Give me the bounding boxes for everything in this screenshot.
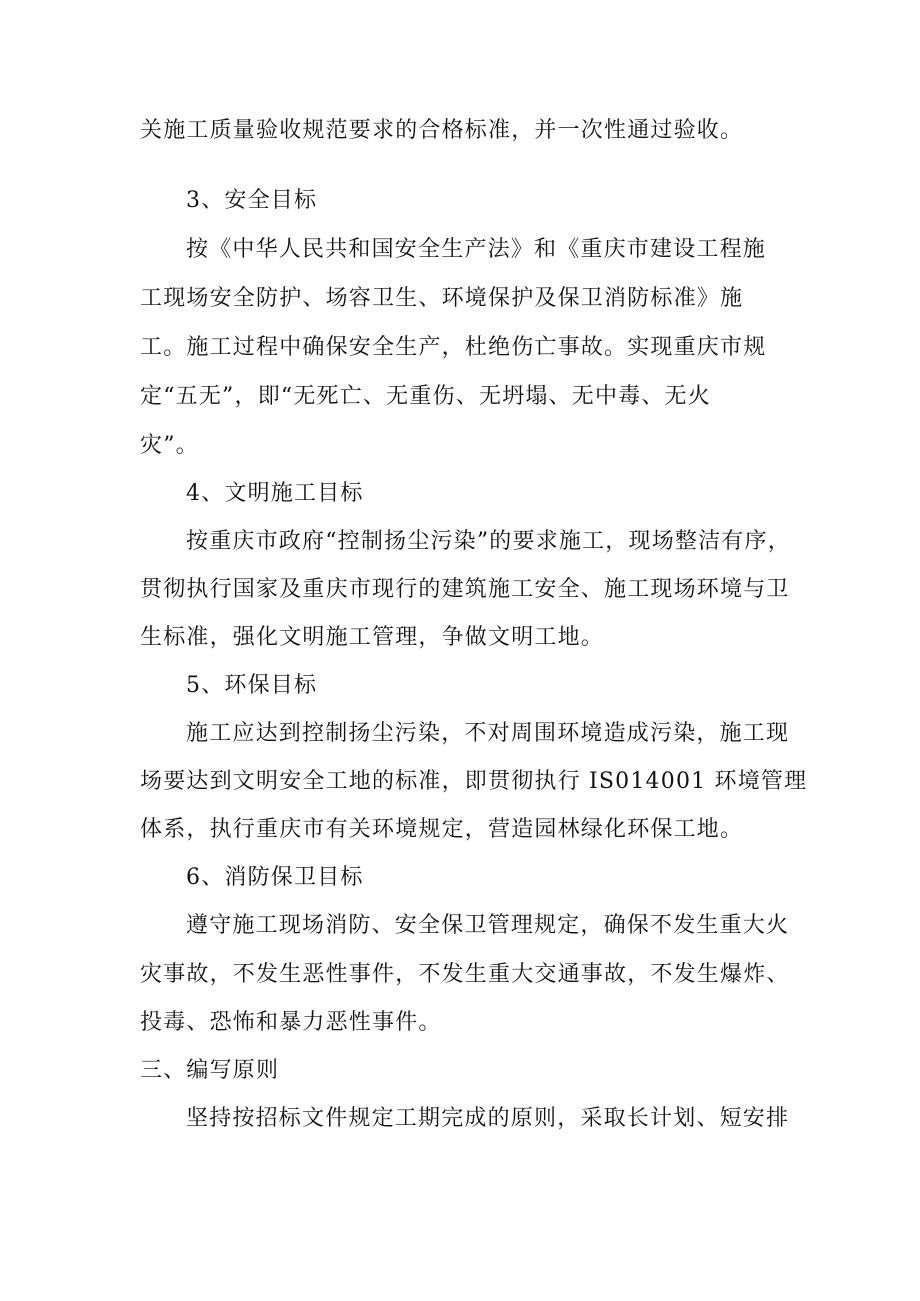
paragraph-line: 场要达到文明安全工地的标准，即贯彻执行 IS014001 环境管理 [140,769,808,794]
chapter-heading-principles: 三、编写原则 [140,1058,280,1083]
paragraph-line: 贯彻执行国家及重庆市现行的建筑施工安全、施工现场环境与卫 [140,577,790,602]
paragraph-line: 坚持按招标文件规定工期完成的原则，采取长计划、短安排 [186,1106,790,1131]
section-heading-safety: 3、安全目标 [186,188,318,213]
section-heading-fire-security: 6、消防保卫目标 [186,865,364,890]
paragraph-line: 投毒、恐怖和暴力恶性事件。 [140,1010,442,1035]
paragraph-line: 按重庆市政府“控制扬尘污染”的要求施工，现场整洁有序， [186,529,791,554]
section-heading-civilized: 4、文明施工目标 [186,481,364,506]
paragraph-line: 灾”。 [140,433,199,458]
paragraph-line: 工现场安全防护、场容卫生、环境保护及保卫消防标准》施 [140,286,744,311]
paragraph-line: 工。施工过程中确保安全生产，杜绝伤亡事故。实现重庆市规 [140,335,767,360]
paragraph-line: 定“五无”，即“无死亡、无重伤、无坍塌、无中毒、无火 [140,384,711,409]
paragraph-line: 生标准，强化文明施工管理，争做文明工地。 [140,625,605,650]
paragraph-line: 关施工质量验收规范要求的合格标准，并一次性通过验收。 [140,118,744,143]
paragraph-line: 施工应达到控制扬尘污染，不对周围环境造成污染，施工现 [186,721,790,746]
paragraph-line: 灾事故，不发生恶性事件，不发生重大交通事故，不发生爆炸、 [140,962,790,987]
paragraph-line: 按《中华人民共和国安全生产法》和《重庆市建设工程施 [186,237,767,262]
paragraph-line: 体系，执行重庆市有关环境规定，营造园林绿化环保工地。 [140,817,744,842]
section-heading-environment: 5、环保目标 [186,673,318,698]
paragraph-line: 遵守施工现场消防、安全保卫管理规定，确保不发生重大火 [186,913,790,938]
